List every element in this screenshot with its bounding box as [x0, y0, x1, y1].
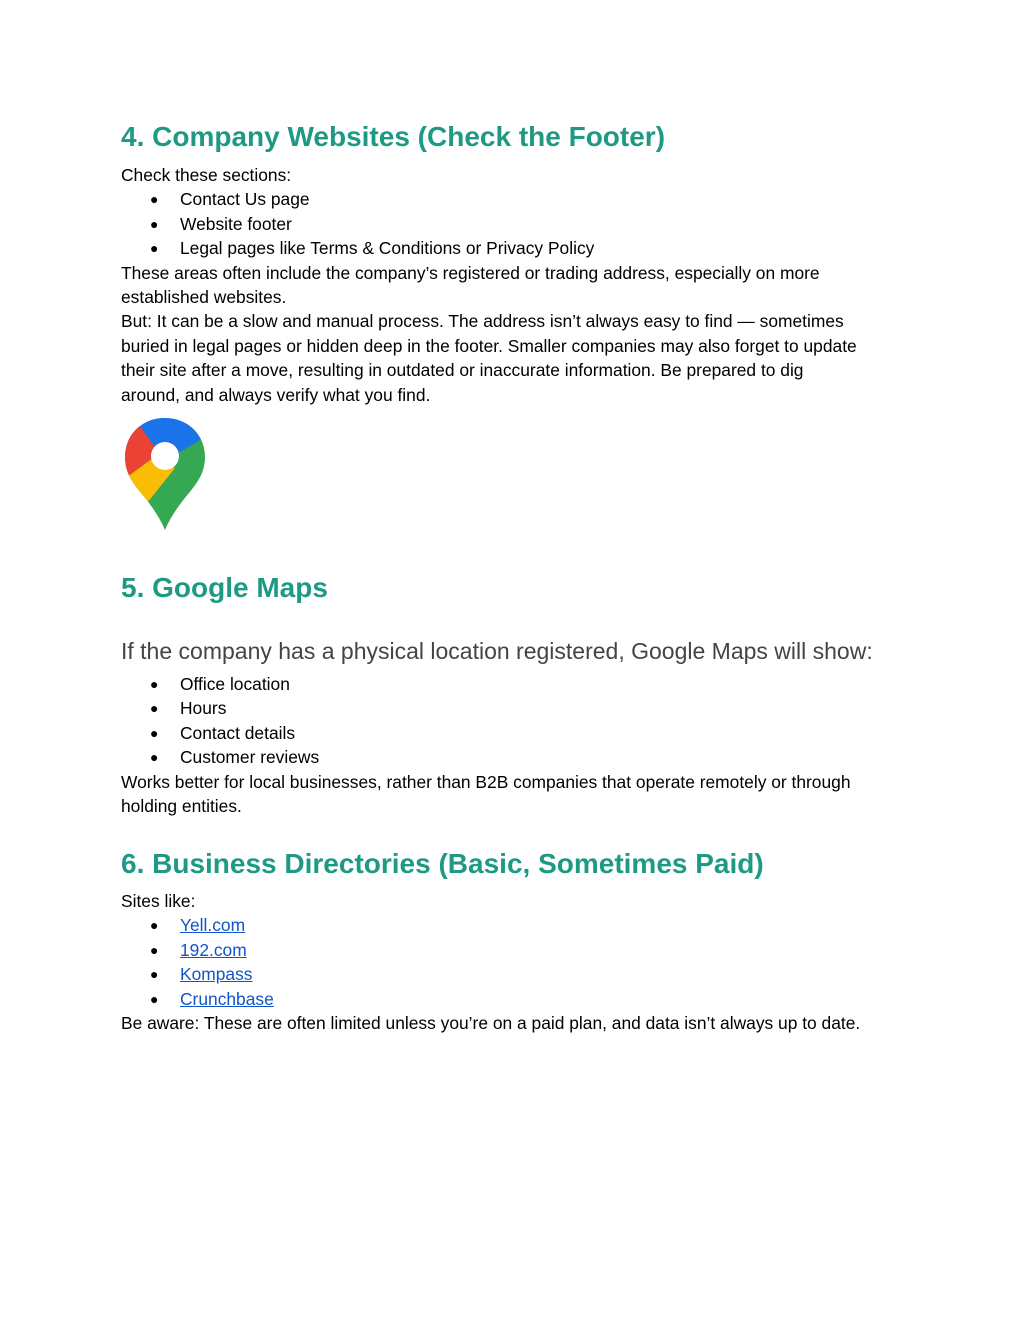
- section-4-body: [121, 163, 857, 407]
- section-4-paragraph-2: But: It can be a slow and manual process. The address isn’t always easy to find — sometimes buried in legal pages or hidden deep in the footer. Smaller companies may also forget to update their site after a move, resulting in outdated or inaccurate information. Be prepared to dig around, and always verify what you find.: [121, 311, 857, 405]
- bullet-icon: ●: [150, 966, 159, 983]
- section-6-paragraph: Be aware: These are often limited unless you’re on a paid plan, and data isn’t always up to date.: [121, 1013, 861, 1034]
- list-item: ● Website footer: [121, 212, 857, 236]
- section-6-intro: Sites like:: [121, 891, 196, 911]
- bullet-icon: ●: [150, 941, 159, 958]
- bullet-icon: ●: [150, 990, 159, 1007]
- bullet-icon: ●: [150, 724, 159, 741]
- section-6-list: [121, 913, 860, 1011]
- section-5-list: [121, 672, 851, 770]
- list-item: [121, 913, 860, 937]
- section-4-list: [121, 187, 857, 260]
- bullet-icon: ●: [150, 215, 159, 232]
- google-maps-pin-icon: [123, 416, 207, 532]
- section-4-intro: Check these sections:: [121, 165, 292, 185]
- bullet-icon: ●: [150, 240, 159, 257]
- section-5-paragraph: Works better for local businesses, rather than B2B companies that operate remotely or through holding entities.: [121, 771, 851, 817]
- list-item: [121, 938, 860, 962]
- bullet-icon: ●: [150, 676, 159, 692]
- list-item: ● Hours: [121, 696, 851, 720]
- section-4-heading: 4. Company Websites (Check the Footer): [121, 121, 666, 152]
- list-item: ● Contact Us page: [121, 187, 857, 211]
- bullet-icon: ●: [150, 749, 159, 766]
- section-4-paragraph-1: These areas often include the company’s registered or trading address, especially on more established websites.: [121, 262, 820, 308]
- link-crunchbase[interactable]: Crunchbase: [180, 988, 274, 1009]
- list-item: ● Legal pages like Terms & Conditions or Privacy Policy: [121, 236, 857, 260]
- list-item: [121, 987, 860, 1011]
- section-5-heading: 5. Google Maps: [121, 572, 328, 603]
- section-5-body: [121, 672, 851, 818]
- section-5-subtitle: If the company has a physical location registered, Google Maps will show:: [121, 638, 873, 664]
- bullet-icon: ●: [150, 917, 159, 934]
- section-6-heading: 6. Business Directories (Basic, Sometimes Paid): [121, 848, 764, 879]
- list-item: ● Customer reviews: [121, 745, 851, 769]
- list-item: ● Contact details: [121, 721, 851, 745]
- link-yell[interactable]: Yell.com: [180, 915, 246, 936]
- bullet-icon: ●: [150, 700, 159, 717]
- list-item: [121, 962, 860, 986]
- list-item: ● Office location: [121, 672, 851, 696]
- section-6-body: [121, 889, 860, 1035]
- link-kompass[interactable]: Kompass: [180, 964, 253, 985]
- bullet-icon: ●: [150, 191, 159, 208]
- link-192[interactable]: 192.com: [180, 939, 247, 960]
